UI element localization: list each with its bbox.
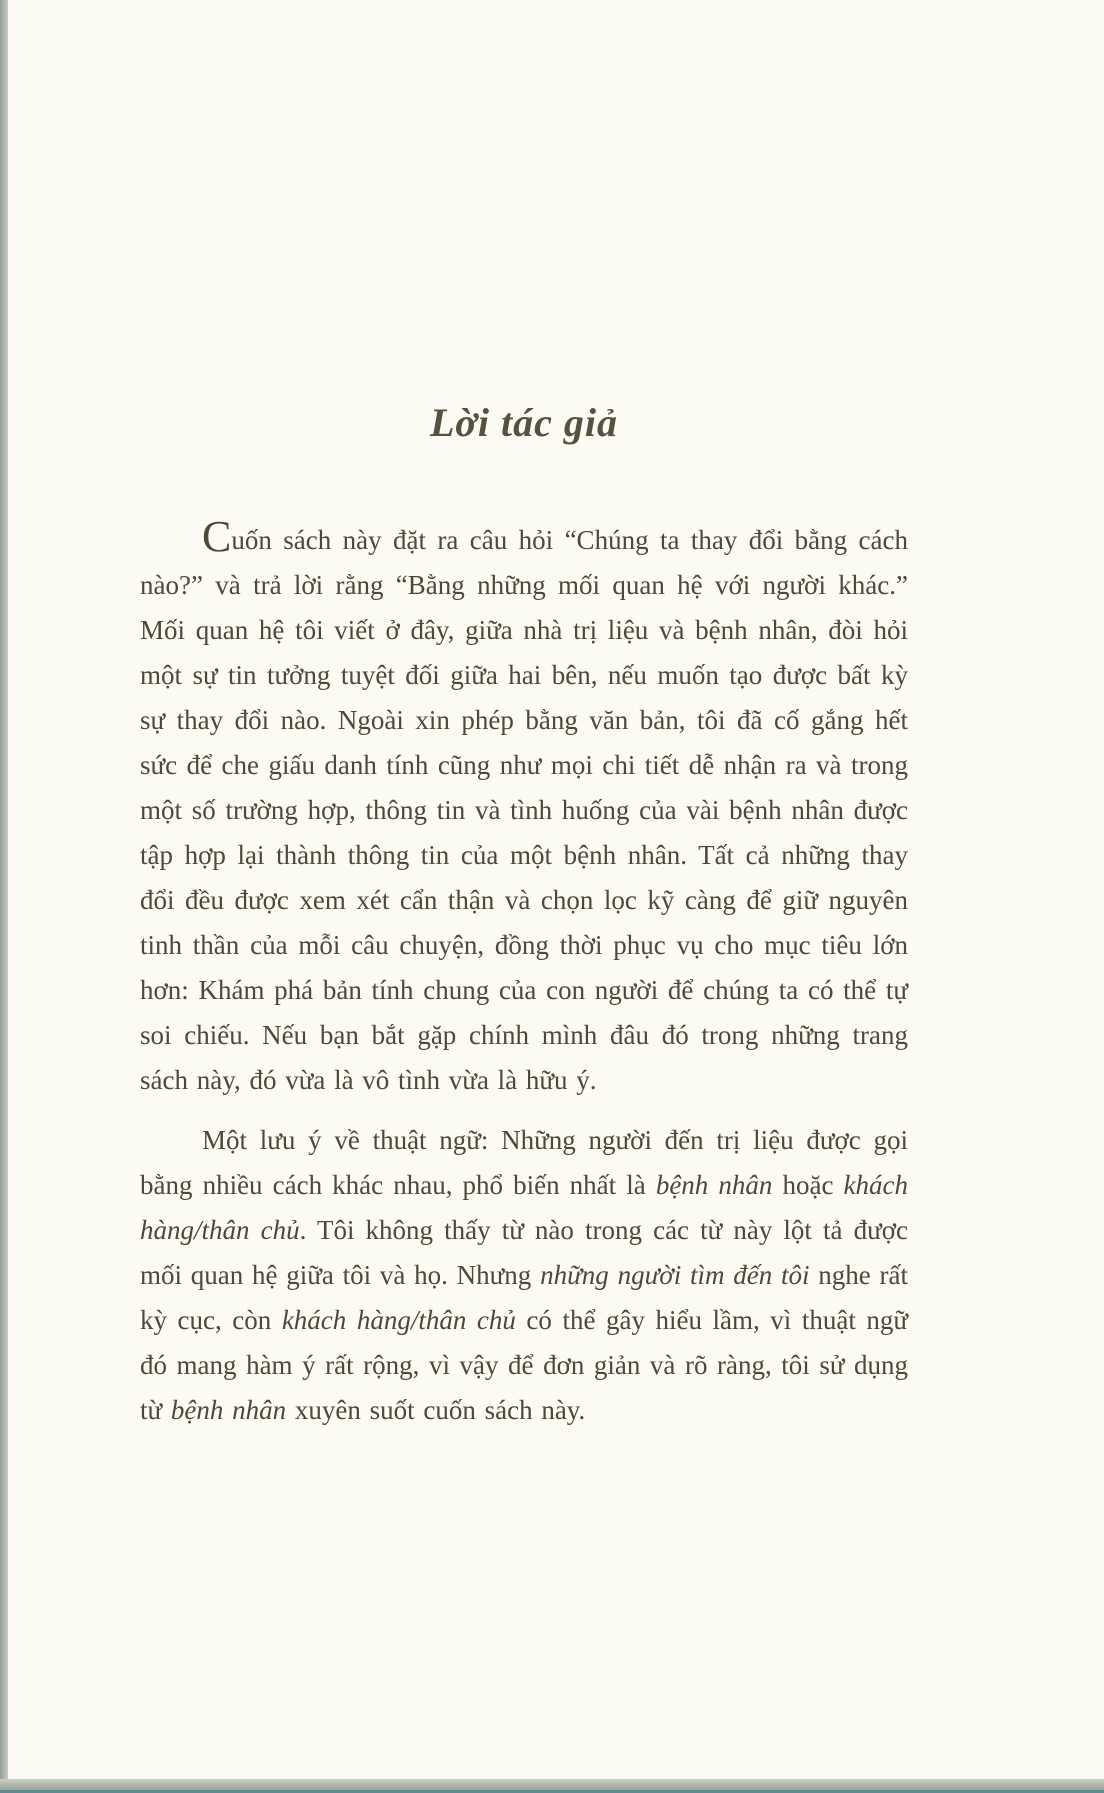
scan-edge-left [0,0,8,1793]
drop-cap: C [202,512,232,561]
paragraph [140,1118,908,1433]
emphasized-text: khách hàng/thân chủ [140,1170,909,1245]
body-text [140,512,909,1448]
emphasized-text: bệnh nhân [655,1170,773,1200]
text-segment: . Tôi không thấy từ nào trong các từ này lột tả được mối quan hệ giữa tôi và họ. Nhưng [140,1215,908,1290]
emphasized-text: những người tìm đến tôi [540,1260,810,1290]
text-segment: Một lưu ý về thuật ngữ: Những người đến trị liệu được gọi bằng nhiều cách khác nhau, phổ biến nhất là [140,1125,908,1200]
paragraph [140,512,908,1103]
text-segment: hoặc [772,1170,844,1200]
emphasized-text: bệnh nhân [170,1395,287,1425]
text-segment: nghe rất kỳ cục, còn [140,1260,908,1335]
text-segment: có thể gây hiểu lầm, vì thuật ngữ đó mang hàm ý rất rộng, vì vậy để đơn giản và rõ ràng, tôi sử dụng từ [140,1305,908,1425]
text-segment: xuyên suốt cuốn sách này. [286,1395,586,1425]
page-title: Lời tác giả [430,399,618,445]
emphasized-text: khách hàng/thân chủ [281,1305,516,1335]
text-segment: uốn sách này đặt ra câu hỏi “Chúng ta thay đổi bằng cách nào?” và trả lời rằng “Bằng những mối quan hệ với người khác.” Mối quan hệ tôi viết ở đây, giữa nhà trị liệu và bệnh nhân, đòi hỏi một sự tin tưởng tuyệt đối giữa hai bên, nếu muốn tạo được bất kỳ sự thay đổi nào. Ngoài xin phép bằng văn bản, tôi đã cố gắng hết sức để che giấu danh tính cũng như mọi chi tiết dễ nhận ra và trong một số trường hợp, thông tin và tình huống của vài bệnh nhân được tập hợp lại thành thông tin của một bệnh nhân. Tất cả những thay đổi đều được xem xét cẩn thận và chọn lọc kỹ càng để giữ nguyên tinh thần của mỗi câu chuyện, đồng thời phục vụ cho mục tiêu lớn hơn: Khám phá bản tính chung của con người để chúng ta có thể tự soi chiếu. Nếu bạn bắt gặp chính mình đâu đó trong những trang sách này, đó vừa là vô tình vừa là hữu ý. [140,525,908,1095]
